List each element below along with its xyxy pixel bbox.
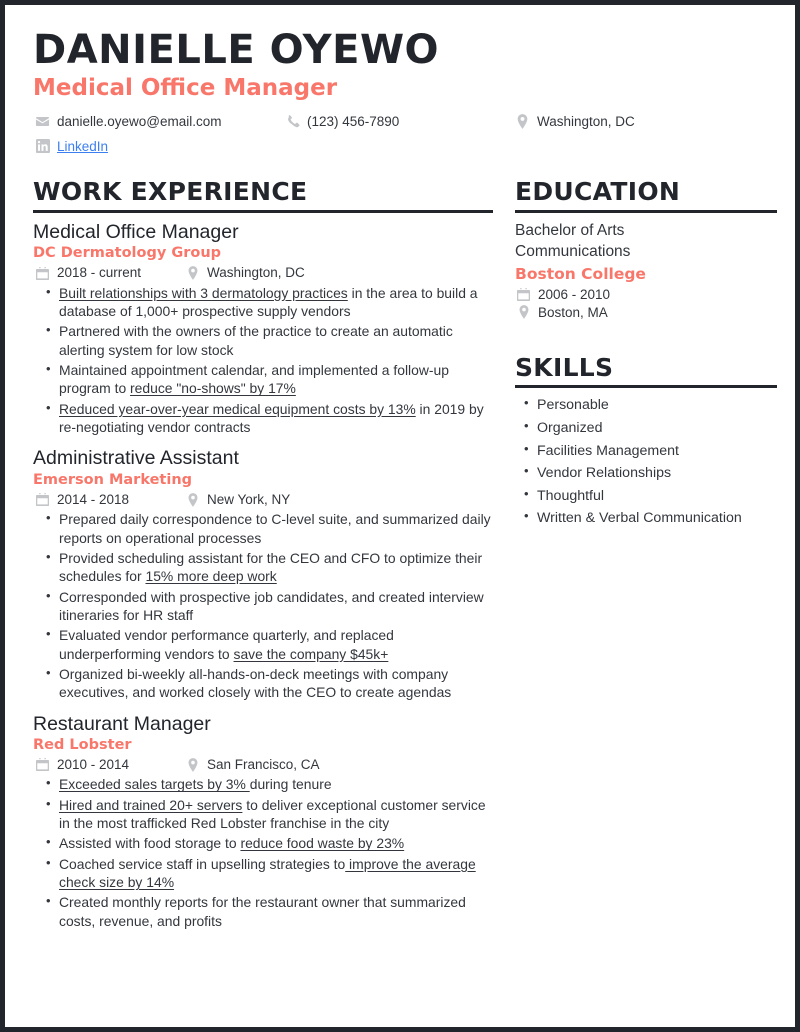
job-meta [35,757,493,772]
education-section [515,178,777,319]
job-entry [33,220,493,437]
highlighted-text: Exceeded sales targets by 3% [59,776,250,793]
bullet-text: Corresponded with prospective job candidates, and created interview itineraries for HR staff [59,588,484,623]
highlighted-text: reduce food waste by 23% [240,835,405,852]
education-dates-text: 2006 - 2010 [538,286,611,302]
bullet-item [59,400,493,437]
highlighted-text: Built relationships with 3 dermatology practices [59,284,348,301]
bullet-item [59,361,493,398]
phone-icon [285,114,300,129]
job-entry [33,712,493,931]
map-pin-icon [185,757,200,772]
bullet-item [59,588,493,625]
job-role: Restaurant Manager [33,712,211,735]
bullet-item [59,322,493,359]
bullet-text: Provided scheduling assistant for the CEO and CFO to optimize their schedules for [59,549,483,585]
calendar-icon [516,287,531,302]
highlighted-text: Hired and trained 20+ servers [59,796,243,813]
job-dates-text: 2014 - 2018 [57,491,130,507]
calendar-icon [35,757,50,772]
bullet-text: Assisted with food storage to [59,835,241,852]
section-divider [515,210,777,213]
sidebar [515,178,777,530]
education-location [516,305,777,320]
section-heading-work-experience: WORK EXPERIENCE [33,177,308,207]
job-dates [35,757,185,772]
highlighted-text: Reduced year-over-year medical equipment costs by 13% [59,400,416,417]
job-dates-text: 2018 - current [57,265,142,281]
bullet-text: Partnered with the owners of the practice to create an automatic alerting system for low stock [59,323,453,358]
bullet-item [59,796,493,833]
job-location [185,757,320,772]
bullet-item [59,855,493,892]
bullet-item [59,893,493,930]
contact-row-secondary [35,136,767,156]
calendar-icon [35,492,50,507]
bullet-item [59,510,493,547]
bullet-text: to deliver exceptional customer service in the most trafficked Red Lobster franchise in the city [59,796,486,832]
job-company: Emerson Marketing [33,471,193,488]
education-location-text: Boston, MA [538,304,608,320]
section-divider [33,210,493,213]
section-heading-skills: SKILLS [515,352,614,382]
section-heading-education: EDUCATION [515,177,681,207]
resume-body [33,178,767,936]
bullet-text: Prepared daily correspondence to C-level suite, and summarized daily reports on operational processes [59,511,491,546]
bullet-text: during tenure [249,776,332,793]
list-item: • Personable [537,395,777,416]
highlighted-text: reduce "no-shows" by 17% [130,380,296,397]
contact-email[interactable] [35,114,285,129]
bullet-item [59,626,493,663]
job-dates [35,266,185,281]
job-location [185,266,305,281]
list-item: • Written & Verbal Communication [537,508,777,529]
bullet-text: in 2019 by re-negotiating vendor contracts [59,400,484,436]
envelope-icon [35,114,50,129]
map-pin-icon [515,114,530,129]
job-role: Medical Office Manager [33,220,239,243]
bullet-text: Organized bi-weekly all-hands-on-deck meetings with company executives, and worked closely with the CEO to create agendas [59,665,452,701]
bullet-text: in the area to build a database of 1,000+ prospective supply vendors [59,284,478,320]
bullet-item [59,834,493,852]
list-item: • Facilities Management [537,441,777,462]
education-meta [516,287,777,320]
calendar-icon [35,266,50,281]
job-dates-text: 2010 - 2014 [57,757,130,773]
contact-phone[interactable] [285,114,515,129]
candidate-name: DANIELLE OYEWO [33,27,440,73]
job-meta [35,266,493,281]
highlighted-text: improve the average check size by 14% [59,855,476,891]
highlighted-text: save the company $45k+ [233,645,389,662]
map-pin-icon [185,492,200,507]
contact-location-text: Washington, DC [537,113,635,129]
job-dates [35,492,185,507]
bullet-text: Created monthly reports for the restaurant owner that summarized costs, revenue, and profits [59,894,466,929]
list-item: • Organized [537,418,777,439]
list-item: • Thoughtful [537,486,777,507]
education-degree: Bachelor of Arts [515,221,625,239]
skills-list [515,395,777,529]
list-item: • Vendor Relationships [537,463,777,484]
bullet-text: Coached service staff in upselling strategies to [59,855,346,872]
resume-header [33,29,767,156]
bullet-item [59,549,493,586]
education-field: Communications [515,243,631,261]
candidate-job-title: Medical Office Manager [33,75,338,101]
job-entry [33,446,493,701]
bullet-item [59,775,493,793]
contact-email-text: danielle.oyewo@email.com [57,113,222,129]
bullet-item [59,284,493,321]
map-pin-icon [185,266,200,281]
contact-row-primary [35,111,767,131]
contact-linkedin[interactable] [35,139,285,154]
education-dates [516,287,777,302]
bullet-text: Maintained appointment calendar, and implemented a follow-up program to [59,362,449,397]
job-bullet-list [33,775,493,930]
job-role: Administrative Assistant [33,447,239,470]
education-school: Boston College [515,264,646,283]
job-location-text: San Francisco, CA [207,757,320,773]
skills-section [515,354,777,529]
job-location-text: New York, NY [207,491,291,507]
job-company: Red Lobster [33,737,132,754]
work-experience-section [33,178,493,936]
job-bullet-list [33,284,493,437]
map-pin-icon [516,305,531,320]
section-divider [515,385,777,388]
contact-phone-text: (123) 456-7890 [307,113,400,129]
bullet-item [59,665,493,702]
job-bullet-list [33,510,493,701]
job-location [185,492,290,507]
job-location-text: Washington, DC [207,265,305,281]
contact-linkedin-link[interactable]: LinkedIn [57,138,109,154]
contact-location [515,114,765,129]
job-company: DC Dermatology Group [33,245,222,262]
bullet-text: Evaluated vendor performance quarterly, and replaced underperforming vendors to [59,627,394,662]
job-meta [35,492,493,507]
contact-info [35,111,767,156]
linkedin-icon [35,139,50,154]
highlighted-text: 15% more deep work [145,568,277,585]
